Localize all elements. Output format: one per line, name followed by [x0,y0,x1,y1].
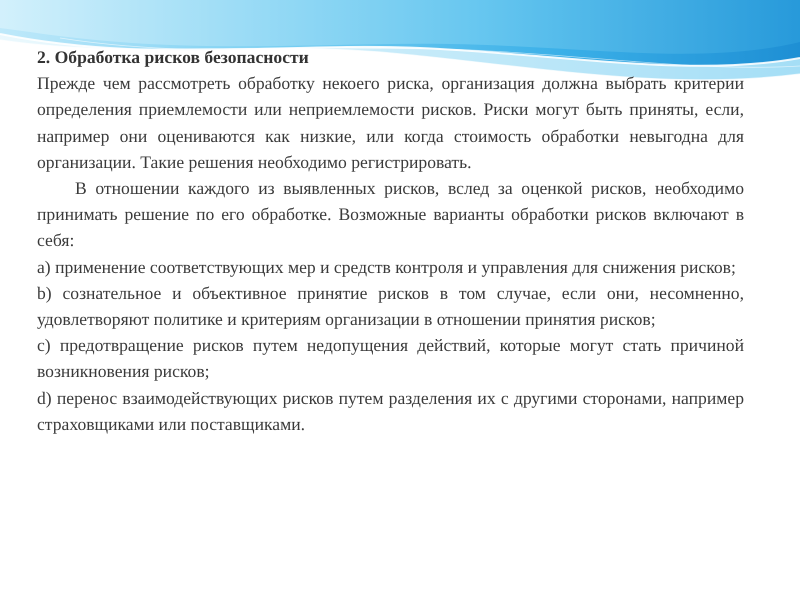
slide-body [37,44,744,437]
option-c: c) предотвращение рисков путем недопущения действий, которые могут стать причиной возникновения рисков; [37,335,744,382]
slide-heading: 2. Обработка рисков безопасности [37,47,309,67]
option-b: b) сознательное и объективное принятие рисков в том случае, если они, несомненно, удовлетворяют политике и критериям организации в отношении принятия рисков; [37,282,744,330]
options-intro-paragraph: В отношении каждого из выявленных рисков, вслед за оценкой рисков, необходимо принимать решение по его обработке. Возможные варианты обработки рисков включают в себя: [37,178,744,251]
intro-paragraph: Прежде чем рассмотреть обработку некоего риска, организация должна выбрать критерии определения приемлемости или неприемлемости рисков. Риски могут быть приняты, если, например они оцениваются как низкие, или когда стоимость обработки невыгодна для организации. Такие решения необходимо регистрировать. [37,73,744,172]
option-d: d) перенос взаимодействующих рисков путем разделения их с другими сторонами, например страховщиками или поставщиками. [37,387,744,434]
option-a: а) применение соответствующих мер и средств контроля и управления для снижения рисков; [37,256,736,277]
